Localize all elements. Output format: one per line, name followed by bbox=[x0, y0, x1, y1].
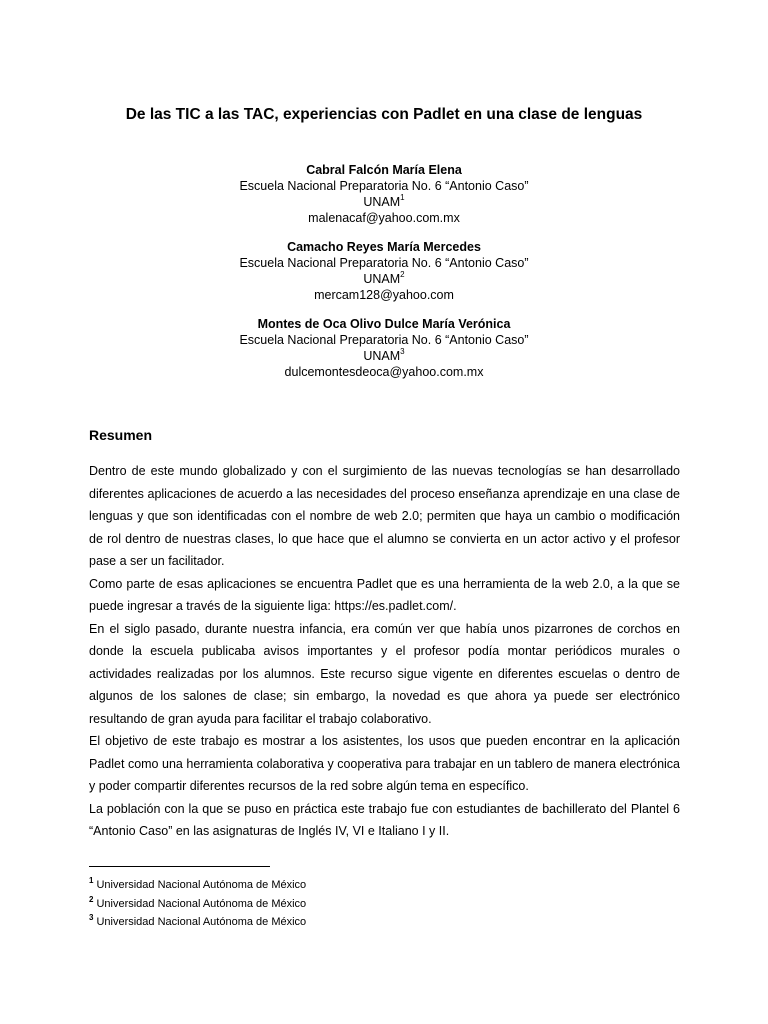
footnote-text: Universidad Nacional Autónoma de México bbox=[96, 879, 307, 891]
author-institution: UNAM bbox=[363, 272, 401, 286]
author-institution-line bbox=[0, 271, 768, 287]
footnote-mark: 3 bbox=[89, 913, 94, 923]
abstract-paragraph: La población con la que se puso en práctica este trabajo fue con estudiantes de bachillerato del Plantel 6 “Antonio Caso” en las asignaturas de Inglés IV, VI e Italiano I y II. bbox=[89, 801, 680, 838]
abstract-paragraph: En el siglo pasado, durante nuestra infancia, era común ver que había unos pizarrones de corchos en donde la escuela publicaba avisos importantes y el profesor podía montar periódicos murales o actividades realizadas por los alumnos. Este recurso sigue vigente en diferentes escuelas o dentro de algunos de los salones de clase; sin embargo, la novedad es que ahora ya puede ser electrónico resultando de gran ayuda para facilitar el trabajo colaborativo. bbox=[89, 621, 680, 726]
author-institution-line bbox=[0, 194, 768, 210]
author-school: Escuela Nacional Preparatoria No. 6 “Antonio Caso” bbox=[239, 179, 529, 193]
abstract-heading: Resumen bbox=[89, 427, 153, 443]
footnote-item bbox=[89, 895, 689, 914]
abstract-paragraph: Dentro de este mundo globalizado y con el surgimiento de las nuevas tecnologías se han desarrollado diferentes aplicaciones de acuerdo a las necesidades del proceso enseñanza aprendizaje en una clase de lenguas y que son identificadas con el nombre de web 2.0; permiten que haya un cambio o modificación de rol dentro de nuestras clases, lo que hace que el alumno se convierta en un actor activo y el profesor pase a ser un facilitador. bbox=[89, 464, 680, 568]
footnote-ref[interactable]: 1 bbox=[400, 192, 405, 202]
author-email: mercam128@yahoo.com bbox=[314, 288, 454, 302]
footnote-text: Universidad Nacional Autónoma de México bbox=[96, 916, 307, 928]
author-school: Escuela Nacional Preparatoria No. 6 “Antonio Caso” bbox=[239, 256, 529, 270]
author-school: Escuela Nacional Preparatoria No. 6 “Antonio Caso” bbox=[239, 333, 529, 347]
footnote-mark: 1 bbox=[89, 876, 94, 886]
footnote-item bbox=[89, 913, 689, 932]
footnote-item bbox=[89, 876, 689, 895]
author-institution: UNAM bbox=[363, 349, 401, 363]
abstract-paragraph: El objetivo de este trabajo es mostrar a los asistentes, los usos que pueden encontrar en la aplicación Padlet como una herramienta colaborativa y cooperativa para trabajar en un tablero de manera electrónica y poder compartir diferentes recursos de la red sobre algún tema en específico. bbox=[89, 734, 680, 793]
paper-title: De las TIC a las TAC, experiencias con Padlet en una clase de lenguas bbox=[125, 106, 643, 123]
footnote-mark: 2 bbox=[89, 894, 94, 904]
author-institution: UNAM bbox=[363, 195, 401, 209]
author-block-1 bbox=[0, 162, 768, 226]
footnote-ref[interactable]: 3 bbox=[400, 346, 405, 356]
author-name: Cabral Falcón María Elena bbox=[306, 163, 462, 177]
footnote-ref[interactable]: 2 bbox=[400, 269, 405, 279]
author-block-3 bbox=[0, 316, 768, 380]
abstract-paragraph: Como parte de esas aplicaciones se encuentra Padlet que es una herramienta de la web 2.0, a la que se puede ingresar a través de la siguiente liga: https://es.padlet.com/. bbox=[89, 576, 680, 613]
footnote-text: Universidad Nacional Autónoma de México bbox=[96, 897, 307, 910]
author-email: malenacaf@yahoo.com.mx bbox=[308, 211, 460, 225]
author-email: dulcemontesdeoca@yahoo.com.mx bbox=[284, 365, 484, 379]
footnote-divider bbox=[89, 866, 270, 867]
author-name: Camacho Reyes María Mercedes bbox=[287, 240, 481, 254]
footnotes bbox=[89, 876, 689, 932]
author-institution-line bbox=[0, 348, 768, 364]
author-block-2 bbox=[0, 239, 768, 303]
author-name: Montes de Oca Olivo Dulce María Verónica bbox=[257, 317, 511, 331]
abstract-body bbox=[89, 460, 680, 843]
